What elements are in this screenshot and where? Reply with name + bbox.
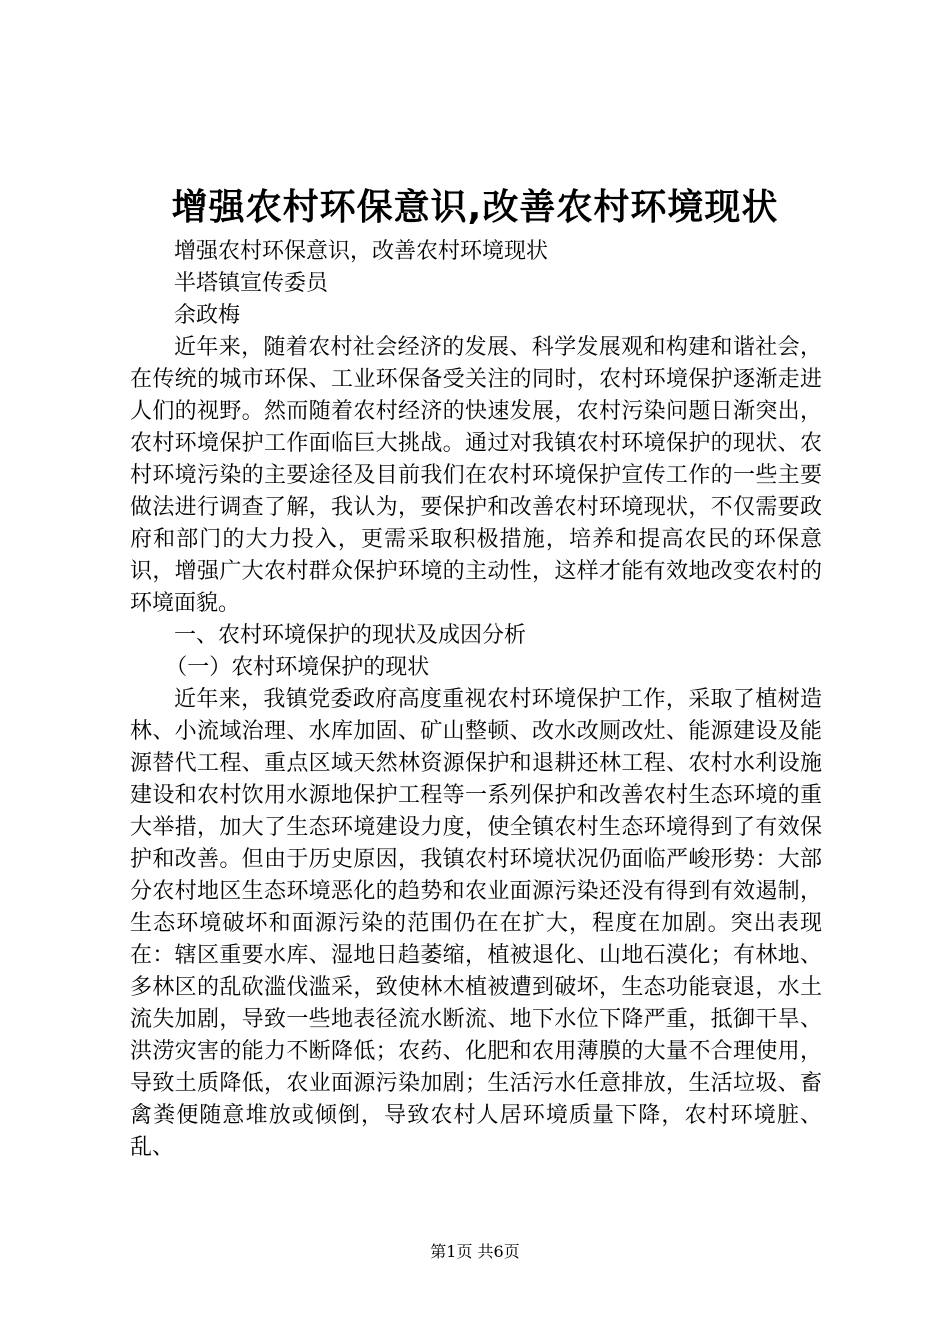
paragraph-status: 近年来，我镇党委政府高度重视农村环境保护工作，采取了植树造林、小流域治理、水库加固、矿山整顿、改水改厕改灶、能源建设及能源替代工程、重点区域天然林资源保护和退耕还林工程、农村水利设施建设和农村饮用水源地保护工程等一系列保护和改善农村生态环境的重大举措，加大了生态环境建设力度，使全镇农村生态环境得到了有效保护和改善。但由于历史原因，我镇农村环境状况仍面临严峻形势：大部分农村地区生态环境恶化的趋势和农业面源污染还没有得到有效遏制，生态环境破坏和面源污染的范围仍在在扩大，程度在加剧。突出表现在：辖区重要水库、湿地日趋萎缩，植被退化、山地石漠化；有林地、多林区的乱砍滥伐滥采，致使林木植被遭到破坏，生态功能衰退，水土流失加剧，导致一些地表径流水断流、地下水位下降严重，抵御干旱、洪涝灾害的能力不断降低；农药、化肥和农用薄膜的大量不合理使用，导致土质降低，农业面源污染加剧；生活污水任意排放，生活垃圾、畜禽粪便随意堆放或倾倒，导致农村人居环境质量下降，农村环境脏、乱、 <box>130 687 822 1160</box>
subtitle-line: 增强农村环保意识，改善农村环境现状 <box>174 239 549 264</box>
author-line: 余政梅 <box>174 303 241 328</box>
document-title: 增强农村环保意识,改善农村环境现状 <box>171 187 779 228</box>
document-body <box>130 236 822 1164</box>
page-number-footer: 第1页 共6页 <box>430 1242 520 1261</box>
paragraph-intro: 近年来，随着农村社会经济的发展、科学发展观和构建和谐社会，在传统的城市环保、工业环保备受关注的同时，农村环境保护逐渐走进人们的视野。然而随着农村经济的快速发展，农村污染问题日渐突出，农村环境保护工作面临巨大挑战。通过对我镇农村环境保护的现状、农村环境污染的主要途径及目前我们在农村环境保护宣传工作的一些主要做法进行调查了解，我认为，要保护和改善农村环境现状，不仅需要政府和部门的大力投入，更需采取积极措施，培养和提高农民的环保意识，增强广大农村群众保护环境的主动性，这样才能有效地改变农村的环境面貌。 <box>130 335 822 616</box>
organization-line: 半塔镇宣传委员 <box>174 271 329 296</box>
section-heading: 一、农村环境保护的现状及成因分析 <box>174 623 527 648</box>
subsection-heading: （一）农村环境保护的现状 <box>165 655 430 680</box>
